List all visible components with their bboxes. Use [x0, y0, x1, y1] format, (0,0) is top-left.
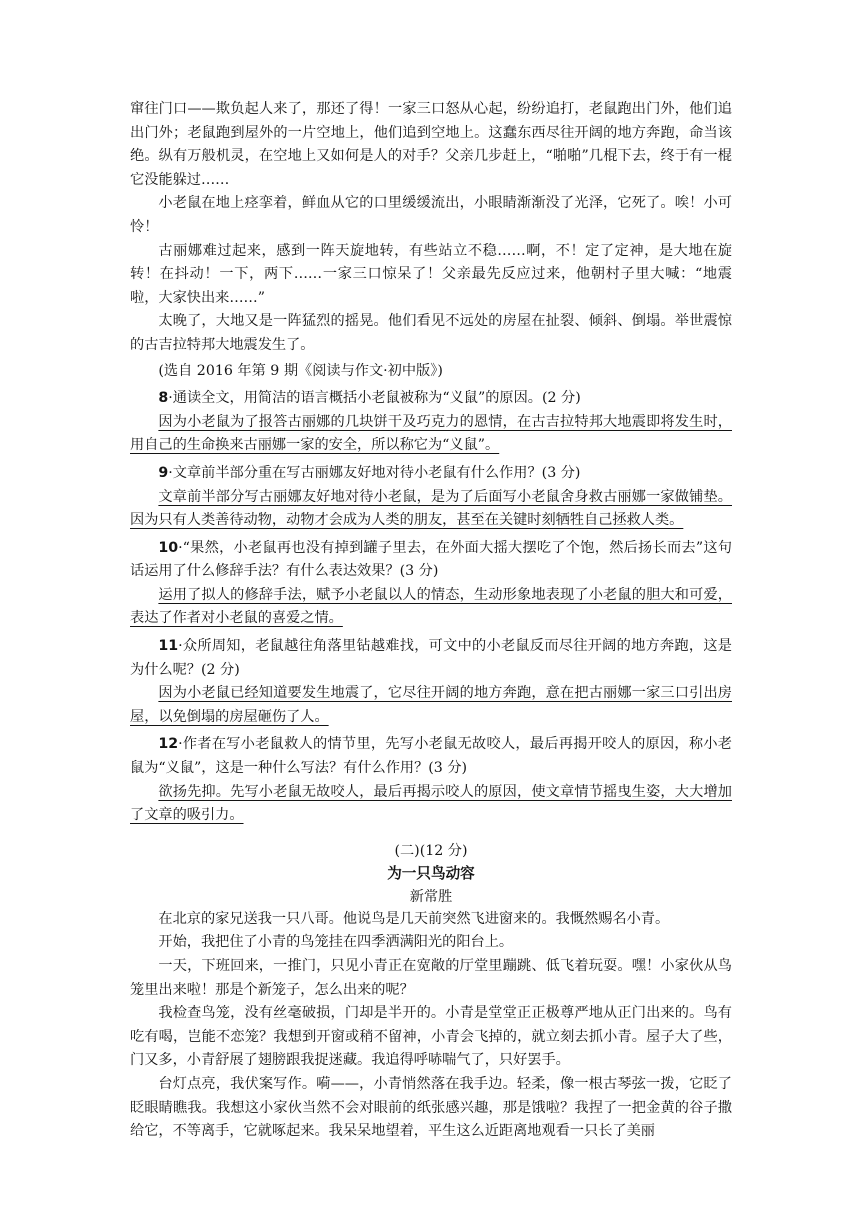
question-prompt: 11·众所周知，老鼠越往角落里钻越难找，可文中的小老鼠反而尽往开阔的地方奔跑，这是为什么呢？(2 分): [130, 638, 732, 678]
question-number: 10: [158, 539, 179, 556]
passage-paragraph: 古丽娜难过起来，感到一阵天旋地转，有些站立不稳……啊，不！定了定神，是大地在旋转！在抖动！一下，两下……一家三口惊呆了！父亲最先反应过来，他朝村子里大喊：“地震啦，大家快出来……”: [130, 242, 732, 306]
passage-paragraph: 我检查鸟笼，没有丝毫破损，门却是半开的。小青是堂堂正正极尊严地从正门出来的。鸟有吃有喝，岂能不恋笼？我想到开窗或稍不留神，小青会飞掉的，就立刻去抓小青。屋子大了些，门又多，小青舒展了翅膀跟我捉迷藏。我追得呼哧喘气了，只好罢手。: [130, 1005, 732, 1069]
answer-text: 因为小老鼠为了报答古丽娜的几块饼干及巧克力的恩情，在古吉拉特邦大地震即将发生时，用自己的生命换来古丽娜一家的安全，所以称它为“义鼠”。: [130, 413, 732, 454]
question-text: 众所周知，老鼠越往角落里钻越难找，可文中的小老鼠反而尽往开阔的地方奔跑，这是为什么呢？(2 分): [130, 638, 732, 678]
answer-line: [130, 584, 732, 631]
question-10: [130, 537, 732, 631]
essay-author: 新常胜: [409, 888, 453, 905]
section-heading: (二)(12 分): [394, 842, 468, 859]
essay-title: 为一只鸟动容: [387, 864, 475, 882]
answer-text: 因为小老鼠已经知道要发生地震了，它尽往开阔的地方奔跑，意在把古丽娜一家三口引出房屋，以免倒塌的房屋砸伤了人。: [130, 685, 732, 725]
question-number: 12: [158, 736, 179, 753]
passage-source: (选自 2016 年第 9 期《阅读与作文·初中版》): [158, 362, 443, 379]
question-8: [130, 387, 732, 458]
question-number: 9: [158, 464, 169, 481]
question-12: [130, 733, 732, 827]
answer-line: [130, 411, 732, 458]
answer-line: [130, 486, 732, 533]
passage-paragraph: 小老鼠在地上痉挛着，鲜血从它的口里缓缓流出，小眼睛渐渐没了光泽，它死了。唉！小可怜！: [130, 195, 732, 235]
answer-text: 欲扬先抑。先写小老鼠无故咬人，最后再揭示咬人的原因，使文章情节摇曳生姿，大大增加了文章的吸引力。: [130, 783, 732, 824]
passage-paragraph: 台灯点亮，我伏案写作。嗬——，小青悄然落在我手边。轻柔，像一根古琴弦一拨，它眨了眨眼睛瞧我。我想这小家伙当然不会对眼前的纸张感兴趣，那是饿啦？我捏了一把金黄的谷子撒给它，不等离手，它就啄起来。我呆呆地望着，平生这么近距离地观看一只长了美丽: [130, 1075, 732, 1140]
question-11: [130, 635, 732, 729]
passage-paragraph: 一天，下班回来，一推门，只见小青正在宽敞的厅堂里蹦跳、低飞着玩耍。嘿！小家伙从鸟笼里出来啦！那是个新笼子，怎么出来的呢？: [130, 958, 732, 998]
question-prompt: 10·“果然，小老鼠再也没有掉到罐子里去，在外面大摇大摆吃了个饱，然后扬长而去”这句话运用了什么修辞手法？有什么表达效果？(3 分): [130, 539, 732, 580]
question-number: 11: [158, 638, 179, 655]
passage-paragraph: 开始，我把住了小青的鸟笼挂在四季洒满阳光的阳台上。: [158, 934, 514, 951]
question-9: [130, 462, 732, 533]
question-text: 文章前半部分重在写古丽娜友好地对待小老鼠有什么作用？(3 分): [172, 464, 581, 481]
question-prompt: 12·作者在写小老鼠救人的情节里，先写小老鼠无故咬人，最后再揭开咬人的原因，称小老鼠为“义鼠”，这是一种什么写法？有什么作用？(3 分): [130, 736, 732, 777]
passage-2: [130, 840, 732, 1144]
passage-paragraph: 窜往门口——欺负起人来了，那还了得！一家三口怒从心起，纷纷追打，老鼠跑出门外，他们追出门外；老鼠跑到屋外的一片空地上，他们追到空地上。这蠢东西尽往开阔的地方奔跑，命当该绝。纵有万般机灵，在空地上又如何是人的对手？父亲几步赶上，“啪啪”几棍下去，终于有一棍它没能躲过……: [130, 101, 732, 188]
passage-paragraph: 太晚了，大地又是一阵猛烈的摇晃。他们看见不远处的房屋在扯裂、倾斜、倒塌。举世震惊的古吉拉特邦大地震发生了。: [130, 313, 732, 353]
exam-page: [130, 98, 732, 1144]
answer-line: [130, 781, 732, 828]
question-text: 作者在写小老鼠救人的情节里，先写小老鼠无故咬人，最后再揭开咬人的原因，称小老鼠为“义鼠”，这是一种什么写法？有什么作用？(3 分): [130, 736, 732, 777]
question-text: 通读全文，用简洁的语言概括小老鼠被称为“义鼠”的原因。(2 分): [172, 390, 581, 407]
question-prompt: 9·文章前半部分重在写古丽娜友好地对待小老鼠有什么作用？(3 分): [158, 464, 581, 481]
passage-1: [130, 98, 732, 383]
question-text: “果然，小老鼠再也没有掉到罐子里去，在外面大摇大摆吃了个饱，然后扬长而去”这句话运用了什么修辞手法？有什么表达效果？(3 分): [130, 539, 732, 580]
passage-paragraph: 在北京的家兄送我一只八哥。他说鸟是几天前突然飞进窗来的。我慨然赐名小青。: [158, 910, 670, 927]
answer-text: 运用了拟人的修辞手法，赋予小老鼠以人的情态，生动形象地表现了小老鼠的胆大和可爱，表达了作者对小老鼠的喜爱之情。: [130, 586, 732, 627]
answer-text: 文章前半部分写古丽娜友好地对待小老鼠，是为了后面写小老鼠舍身救古丽娜一家做铺垫。因为只有人类善待动物，动物才会成为人类的朋友，甚至在关键时刻牺牲自己拯救人类。: [130, 488, 732, 529]
question-list: [130, 387, 732, 828]
question-prompt: 8·通读全文，用简洁的语言概括小老鼠被称为“义鼠”的原因。(2 分): [158, 390, 581, 407]
answer-line: [130, 682, 732, 729]
question-number: 8: [158, 390, 169, 407]
